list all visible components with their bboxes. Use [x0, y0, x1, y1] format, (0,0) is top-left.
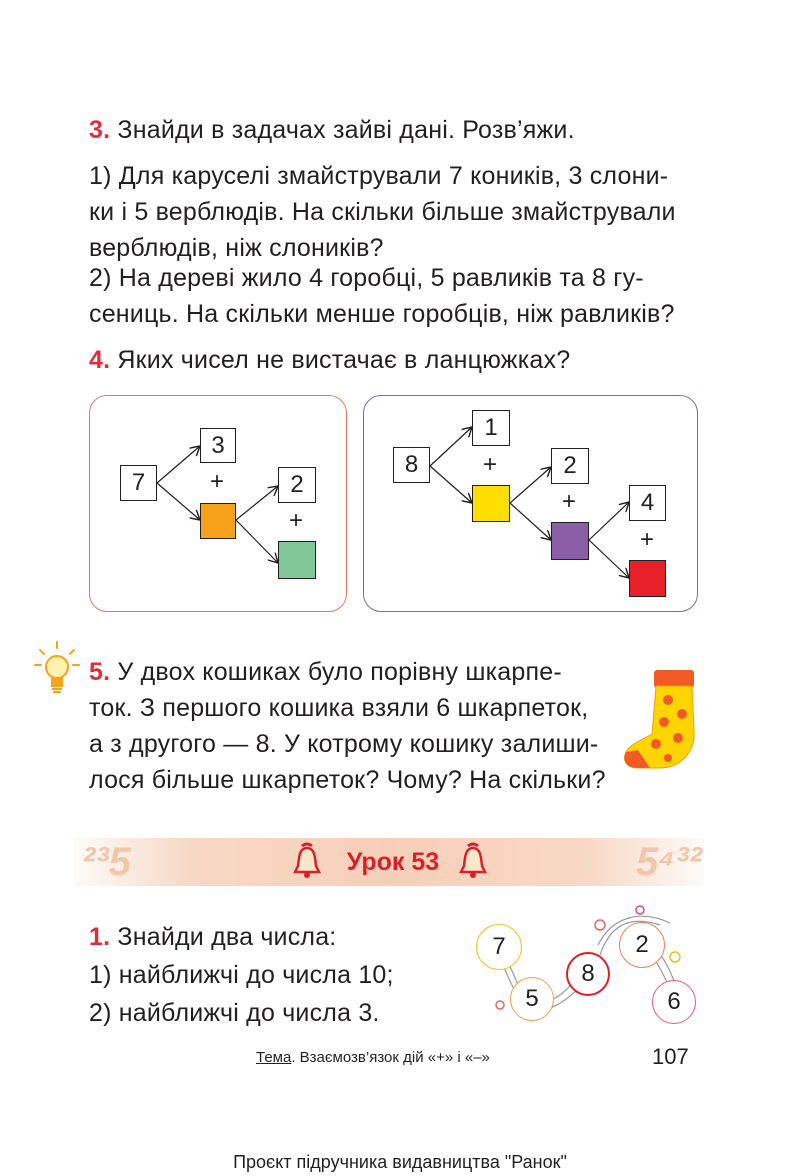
task3-item1-line: ки і 5 верблюдів. На скільки більше змайстрували [89, 198, 676, 226]
chain2-plus1: + [483, 451, 498, 478]
chain1-green-square [278, 541, 316, 579]
bead-circle: 6 [652, 980, 696, 1024]
sock-icon [620, 664, 710, 776]
task4-title: Яких чисел не вистачає в ланцюжках? [117, 346, 571, 374]
page-number: 107 [652, 1044, 689, 1069]
chain2-purple-square [551, 522, 589, 560]
chain2-red-square [629, 560, 666, 597]
chain1-plus1: + [210, 468, 225, 495]
arrow [157, 446, 200, 483]
chain1-start-box: 7 [120, 465, 157, 501]
arrow [236, 486, 278, 520]
band-digits-left: ²³5 [82, 840, 131, 884]
task1-heading [89, 918, 469, 956]
bead-circle: 5 [510, 977, 554, 1021]
bell-icon [458, 842, 488, 880]
task3-item2-line: сениць. На скільки менше горобців, ніж равликів? [89, 300, 675, 328]
bell-icon [292, 842, 322, 880]
task1-item: 2) найближчі до числа 3. [89, 999, 380, 1027]
bead-circle: 7 [476, 924, 522, 970]
task3-item1-line: верблюдів, ніж слоників? [89, 234, 384, 262]
task5-line-text: У двох кошиках було порівну шкарпе- [117, 658, 562, 686]
task3-item2-line: 2) На дереві жило 4 горобці, 5 равликів та 8 гу- [89, 264, 644, 292]
task5-block [89, 654, 609, 798]
chain2-yellow-square [472, 485, 510, 522]
lesson-title: Урок 53 [346, 848, 440, 876]
arrow [236, 520, 278, 563]
chain1-plus2: + [289, 507, 304, 534]
bead-circle: 8 [566, 952, 610, 996]
topic-label: Тема [256, 1049, 292, 1066]
project-note: Проєкт підручника видавництва "Ранок" [233, 1152, 567, 1172]
task1-title: Знайди два числа: [117, 923, 337, 951]
task1-number: 1. [89, 923, 111, 951]
task5-line: лося більше шкарпеток? Чому? На скільки? [89, 766, 606, 794]
lightbulb-icon [34, 640, 80, 700]
task3-title: Знайди в задачах зайві дані. Розв’яжи. [117, 116, 575, 144]
task5-line: а з другого — 8. У котрому кошику залиши- [89, 730, 599, 758]
chain1-top2-box: 2 [278, 467, 316, 503]
chain2-plus3: + [640, 526, 655, 553]
chain2-start-box: 8 [393, 447, 430, 483]
bead-circle: 2 [619, 922, 665, 968]
task5-line [89, 654, 609, 690]
chain2-top3-box: 4 [629, 485, 666, 521]
topic-line [256, 1048, 490, 1068]
chain1-top1-box: 3 [200, 428, 236, 463]
chain2-top2-box: 2 [551, 448, 589, 484]
arrow [157, 483, 200, 520]
task5-line: ток. З першого кошика взяли 6 шкарпеток, [89, 694, 589, 722]
chain2-plus2: + [562, 488, 577, 515]
task3-item1-line: 1) Для каруселі змайстрували 7 коників, 3 слони- [89, 162, 669, 190]
task4-number: 4. [89, 346, 111, 374]
chain2-top1-box: 1 [472, 410, 510, 446]
task3-number: 3. [89, 116, 111, 144]
lesson-task1 [89, 918, 469, 1032]
chain1-orange-square [200, 503, 236, 539]
task5-number: 5. [89, 658, 111, 686]
topic-text: . Взаємозв’язок дій «+» і «–» [291, 1049, 490, 1066]
task1-item: 1) найближчі до числа 10; [89, 961, 394, 989]
band-digits-right: 5⁴³² [636, 840, 702, 884]
